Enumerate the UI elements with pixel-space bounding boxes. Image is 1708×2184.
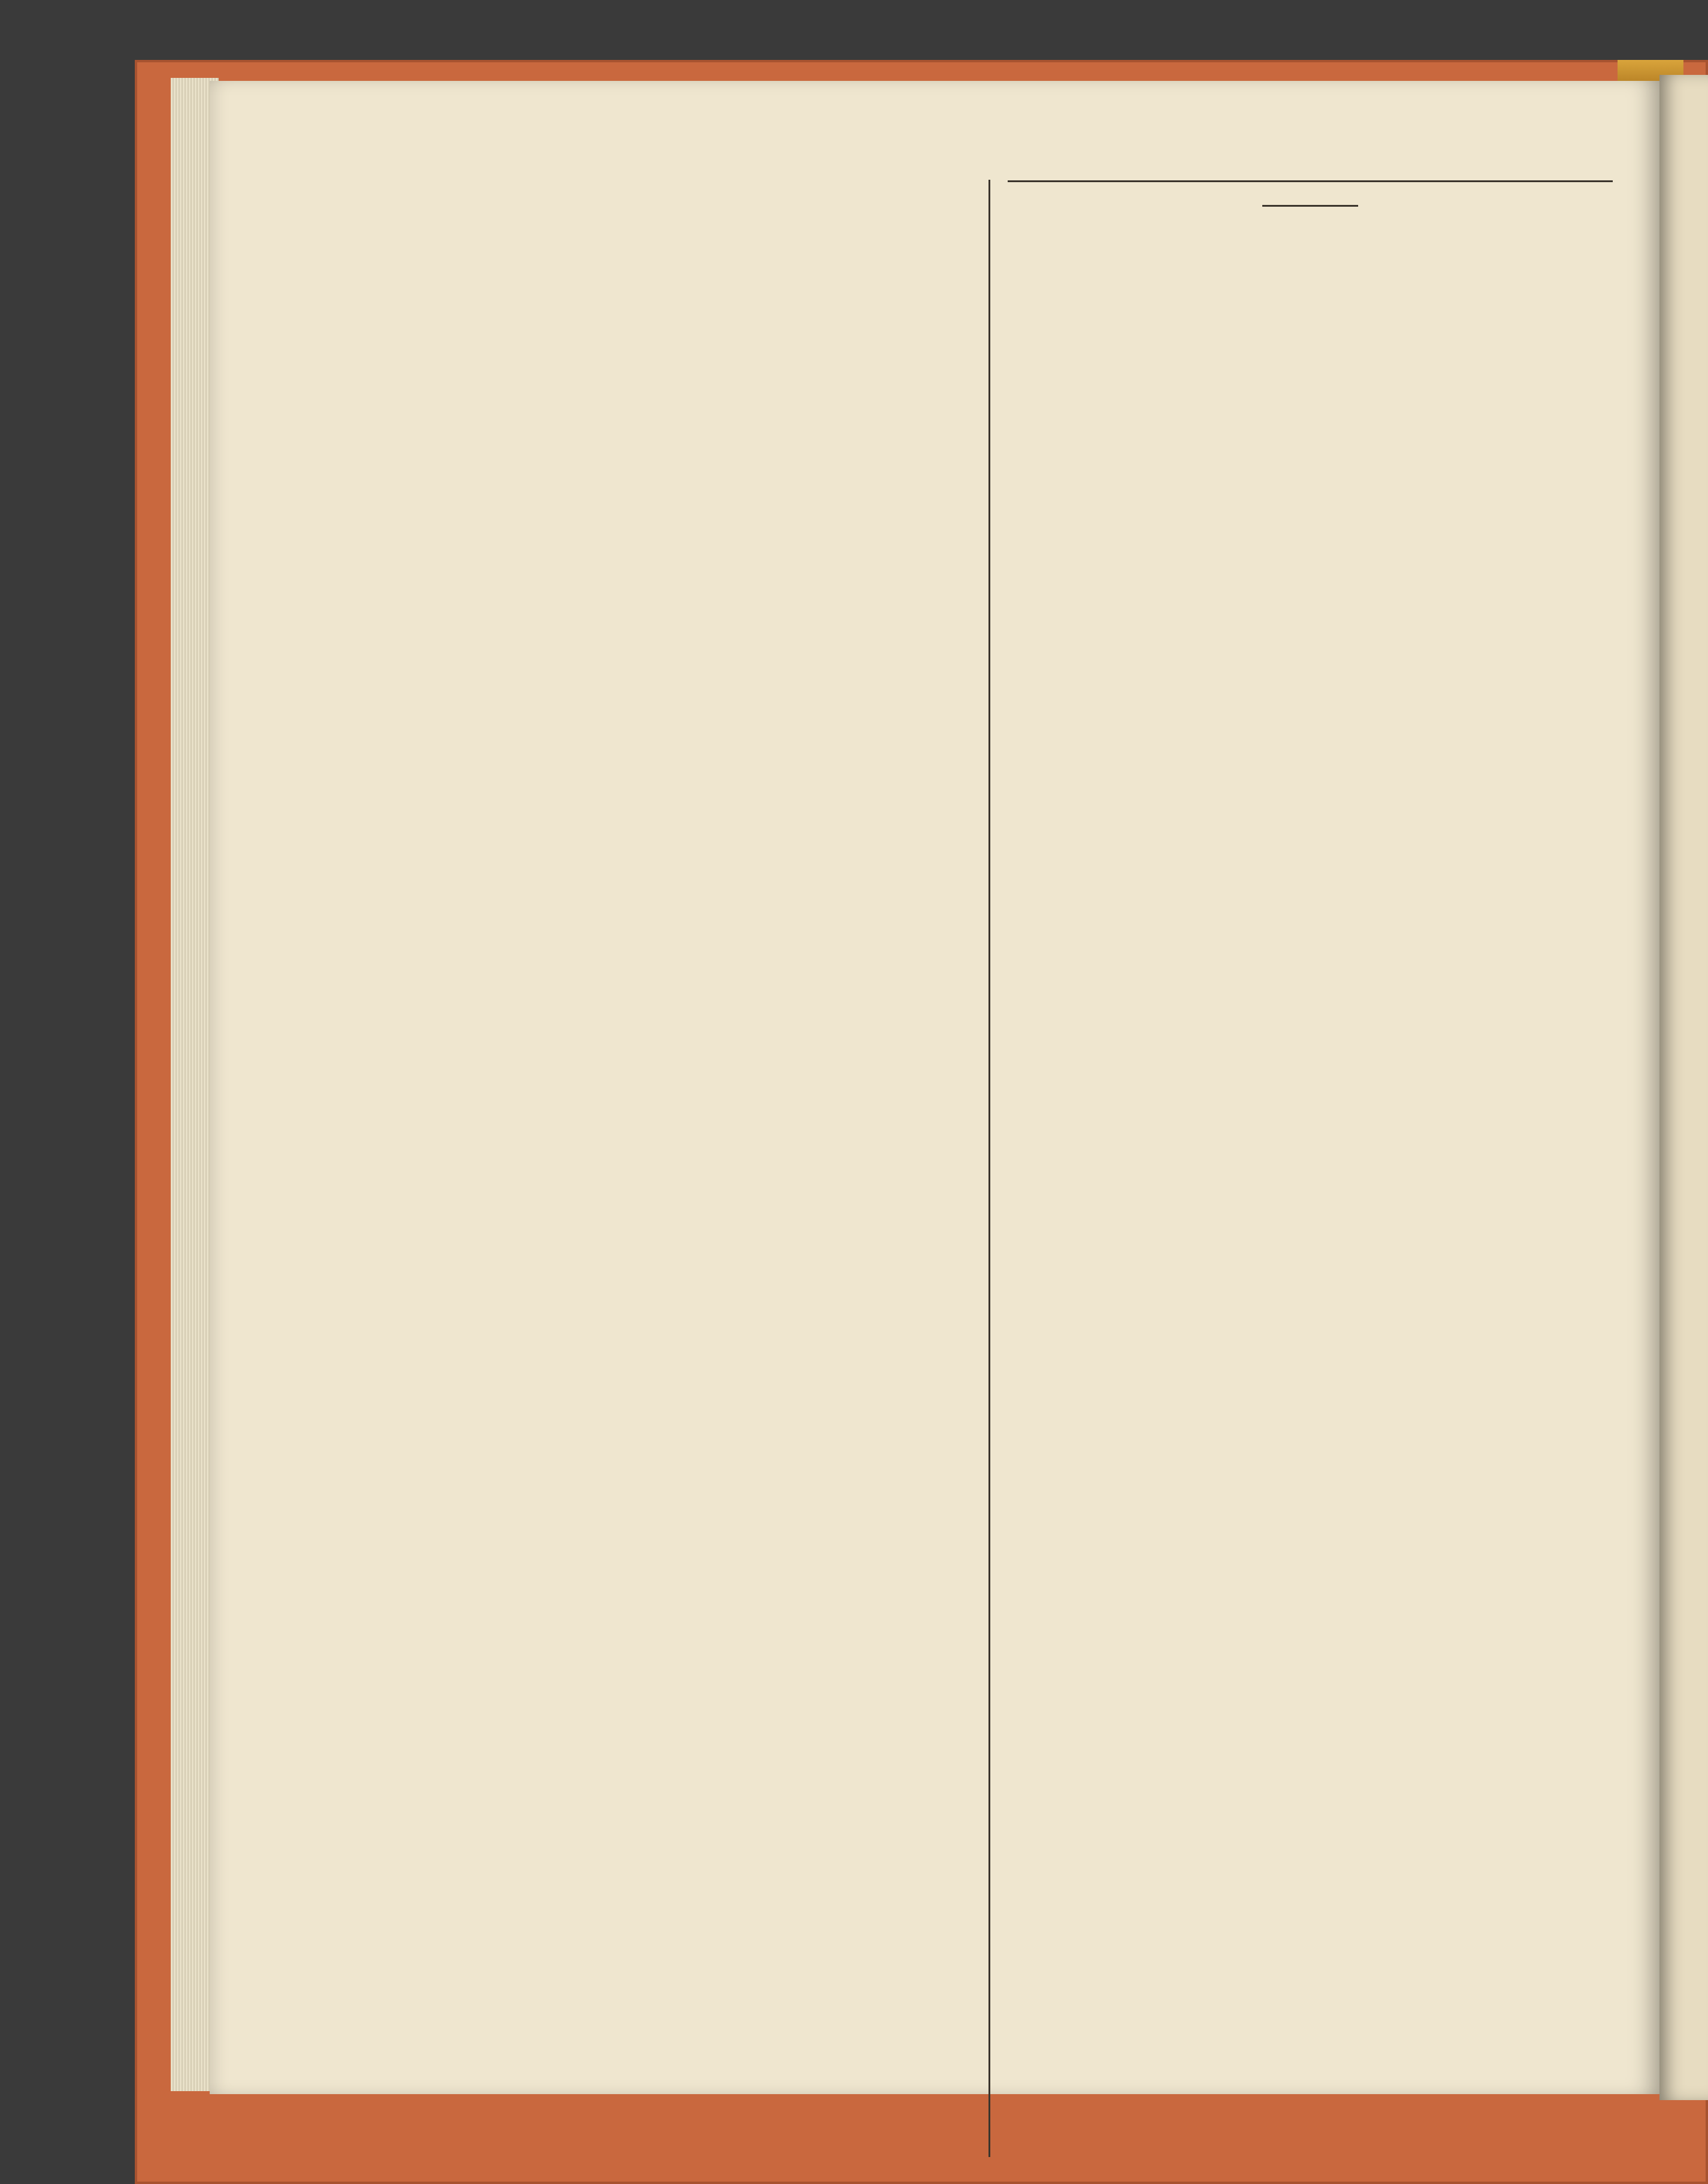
right-column — [1008, 177, 1613, 229]
separator-rule — [1008, 180, 1613, 182]
next-page-edge — [1659, 75, 1708, 2100]
column-divider — [988, 180, 990, 2157]
book-page — [210, 81, 1659, 2094]
separator-rule — [1262, 205, 1358, 207]
